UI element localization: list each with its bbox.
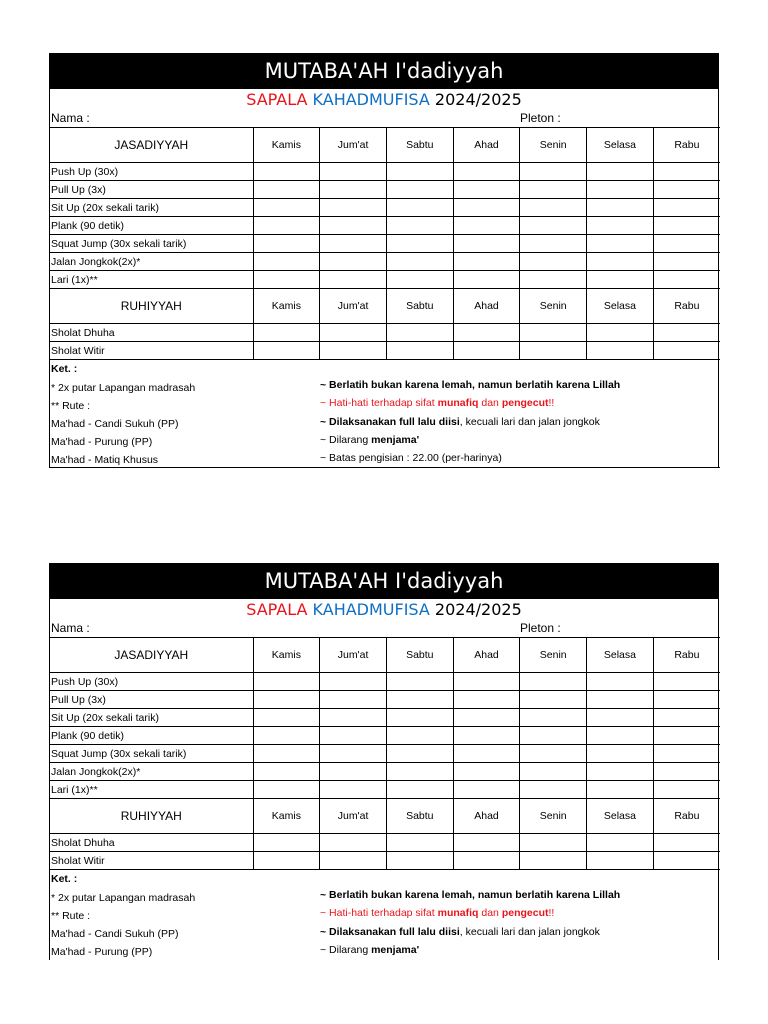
check-cell[interactable] (453, 217, 520, 235)
check-cell[interactable] (253, 253, 320, 271)
check-cell[interactable] (453, 271, 520, 289)
note-fragment: pengecut (501, 907, 549, 919)
check-cell[interactable] (253, 199, 320, 217)
form-subtitle (50, 89, 718, 110)
check-cell[interactable] (320, 235, 387, 253)
check-cell[interactable] (587, 324, 654, 342)
table-row (50, 217, 720, 235)
check-cell[interactable] (253, 709, 320, 727)
ruhiyyah-header-row (50, 799, 720, 834)
table-row (50, 745, 720, 763)
ket-label: Ket. : (51, 363, 78, 375)
check-cell[interactable] (520, 324, 587, 342)
activity-label: Sholat Dhuha (50, 324, 253, 342)
check-cell[interactable] (520, 235, 587, 253)
note-fragment: menjama' (371, 434, 420, 446)
activity-label: Jalan Jongkok(2x)* (50, 763, 253, 781)
day-header: Kamis (253, 638, 320, 673)
check-cell[interactable] (587, 691, 654, 709)
check-cell[interactable] (386, 253, 453, 271)
check-cell[interactable] (587, 342, 654, 360)
day-header: Ahad (453, 638, 520, 673)
activity-label: Sit Up (20x sekali tarik) (50, 199, 253, 217)
name-row (50, 620, 718, 637)
check-cell[interactable] (320, 834, 387, 852)
note-right (320, 926, 600, 938)
check-cell[interactable] (653, 745, 720, 763)
note-fragment: dan (478, 397, 502, 409)
ruhiyyah-header-row (50, 289, 720, 324)
check-cell[interactable] (653, 709, 720, 727)
check-cell[interactable] (587, 763, 654, 781)
table-row (50, 235, 720, 253)
note-right: ~ Batas pengisian : 22.00 (per-harinya) (320, 452, 502, 464)
check-cell[interactable] (587, 727, 654, 745)
check-cell[interactable] (253, 727, 320, 745)
note-fragment: dan (478, 907, 502, 919)
check-cell[interactable] (320, 271, 387, 289)
day-header: Sabtu (386, 128, 453, 163)
check-cell[interactable] (386, 324, 453, 342)
check-cell[interactable] (386, 163, 453, 181)
check-cell[interactable] (520, 781, 587, 799)
day-header: Senin (520, 799, 587, 834)
day-header: Rabu (653, 799, 720, 834)
check-cell[interactable] (520, 217, 587, 235)
check-cell[interactable] (587, 271, 654, 289)
check-cell[interactable] (587, 834, 654, 852)
check-cell[interactable] (386, 235, 453, 253)
table-row (50, 727, 720, 745)
note-fragment: ~ Hati-hati terhadap sifat (320, 397, 438, 409)
note-fragment: , kecuali lari dan jalan jongkok (459, 926, 600, 938)
check-cell[interactable] (587, 217, 654, 235)
nama-label: Nama : (51, 111, 90, 125)
check-cell[interactable] (520, 763, 587, 781)
check-cell[interactable] (653, 342, 720, 360)
check-cell[interactable] (520, 709, 587, 727)
note-left: * 2x putar Lapangan madrasah (51, 892, 196, 904)
check-cell[interactable] (520, 181, 587, 199)
check-cell[interactable] (653, 781, 720, 799)
check-cell[interactable] (386, 763, 453, 781)
form-title: MUTABA'AH I'dadiyyah (49, 563, 719, 599)
note-fragment: munafiq (437, 397, 479, 409)
check-cell[interactable] (253, 745, 320, 763)
check-cell[interactable] (520, 673, 587, 691)
check-cell[interactable] (587, 181, 654, 199)
activity-label: Lari (1x)** (50, 271, 253, 289)
check-cell[interactable] (453, 727, 520, 745)
table-row (50, 181, 720, 199)
check-cell[interactable] (653, 199, 720, 217)
check-cell[interactable] (453, 235, 520, 253)
ruhiyyah-header: RUHIYYAH (50, 799, 253, 834)
check-cell[interactable] (653, 852, 720, 870)
day-header: Kamis (253, 799, 320, 834)
table-row (50, 763, 720, 781)
check-cell[interactable] (320, 727, 387, 745)
activity-label: Plank (90 detik) (50, 217, 253, 235)
table-row (50, 324, 720, 342)
activity-label: Squat Jump (30x sekali tarik) (50, 235, 253, 253)
table-row (50, 199, 720, 217)
activity-label: Plank (90 detik) (50, 727, 253, 745)
check-cell[interactable] (587, 235, 654, 253)
day-header: Jum'at (320, 289, 387, 324)
check-cell[interactable] (453, 673, 520, 691)
notes-section (50, 870, 718, 960)
check-cell[interactable] (653, 324, 720, 342)
note-left: Ma'had - Purung (PP) (51, 436, 153, 448)
nama-label: Nama : (51, 621, 90, 635)
check-cell[interactable] (453, 852, 520, 870)
notes-section (50, 360, 718, 468)
check-cell[interactable] (386, 271, 453, 289)
check-cell[interactable] (587, 781, 654, 799)
note-right (320, 397, 554, 409)
check-cell[interactable] (520, 691, 587, 709)
check-cell[interactable] (253, 181, 320, 199)
subtitle-sapala: SAPALA (246, 600, 308, 619)
note-fragment: ~ Dilarang (320, 944, 372, 956)
check-cell[interactable] (453, 163, 520, 181)
ruhiyyah-header: RUHIYYAH (50, 289, 253, 324)
table-row (50, 691, 720, 709)
note-left: Ma'had - Candi Sukuh (PP) (51, 928, 179, 940)
pleton-label: Pleton : (520, 111, 561, 125)
jasadiyyah-header: JASADIYYAH (50, 128, 253, 163)
name-row (50, 110, 718, 127)
note-left: * 2x putar Lapangan madrasah (51, 382, 196, 394)
check-cell[interactable] (386, 217, 453, 235)
check-cell[interactable] (653, 163, 720, 181)
subtitle-kahadmufisa: KAHADMUFISA (312, 600, 430, 619)
activity-label: Sit Up (20x sekali tarik) (50, 709, 253, 727)
day-header: Selasa (587, 128, 654, 163)
check-cell[interactable] (253, 781, 320, 799)
day-header: Selasa (587, 289, 654, 324)
check-cell[interactable] (453, 199, 520, 217)
check-cell[interactable] (453, 709, 520, 727)
check-cell[interactable] (587, 253, 654, 271)
day-header: Selasa (587, 638, 654, 673)
table-row (50, 342, 720, 360)
note-right: ~ Berlatih bukan karena lemah, namun berlatih karena Lillah (320, 889, 621, 901)
jasadiyyah-header-row (50, 638, 720, 673)
form-sheet (49, 599, 719, 960)
table-row (50, 253, 720, 271)
form-title: MUTABA'AH I'dadiyyah (49, 53, 719, 89)
check-cell[interactable] (386, 834, 453, 852)
check-cell[interactable] (520, 834, 587, 852)
check-cell[interactable] (587, 852, 654, 870)
subtitle-year: 2024/2025 (434, 600, 522, 619)
note-left: ** Rute : (51, 910, 91, 922)
note-fragment: , kecuali lari dan jalan jongkok (459, 416, 600, 428)
note-fragment: ~ Dilaksanakan full lalu diisi (320, 926, 460, 938)
note-right (320, 416, 600, 428)
note-fragment: munafiq (437, 907, 479, 919)
table-row (50, 163, 720, 181)
check-cell[interactable] (520, 727, 587, 745)
check-cell[interactable] (253, 852, 320, 870)
ket-label: Ket. : (51, 873, 78, 885)
check-cell[interactable] (320, 852, 387, 870)
check-cell[interactable] (386, 745, 453, 763)
activity-label: Push Up (30x) (50, 163, 253, 181)
check-cell[interactable] (587, 163, 654, 181)
day-header: Sabtu (386, 799, 453, 834)
note-fragment: pengecut (501, 397, 549, 409)
subtitle-year: 2024/2025 (434, 90, 522, 109)
day-header: Ahad (453, 799, 520, 834)
check-cell[interactable] (453, 342, 520, 360)
check-cell[interactable] (386, 673, 453, 691)
form-bottom-border (50, 467, 720, 468)
note-left: Ma'had - Candi Sukuh (PP) (51, 418, 179, 430)
check-cell[interactable] (453, 181, 520, 199)
activity-label: Pull Up (3x) (50, 181, 253, 199)
activity-label: Jalan Jongkok(2x)* (50, 253, 253, 271)
table-row (50, 271, 720, 289)
check-cell[interactable] (653, 235, 720, 253)
note-fragment: ~ Hati-hati terhadap sifat (320, 907, 438, 919)
day-header: Sabtu (386, 638, 453, 673)
note-right (320, 434, 419, 446)
check-cell[interactable] (320, 342, 387, 360)
check-cell[interactable] (253, 324, 320, 342)
table-row (50, 834, 720, 852)
mutabaah-table (50, 127, 720, 360)
pleton-label: Pleton : (520, 621, 561, 635)
activity-label: Pull Up (3x) (50, 691, 253, 709)
subtitle-sapala: SAPALA (246, 90, 308, 109)
check-cell[interactable] (653, 727, 720, 745)
jasadiyyah-header: JASADIYYAH (50, 638, 253, 673)
note-right (320, 907, 554, 919)
check-cell[interactable] (587, 199, 654, 217)
check-cell[interactable] (520, 163, 587, 181)
day-header: Kamis (253, 128, 320, 163)
note-right (320, 944, 419, 956)
check-cell[interactable] (386, 342, 453, 360)
note-left: Ma'had - Matiq Khusus (51, 454, 159, 466)
check-cell[interactable] (453, 745, 520, 763)
day-header: Selasa (587, 799, 654, 834)
note-left: Ma'had - Purung (PP) (51, 946, 153, 958)
check-cell[interactable] (386, 709, 453, 727)
activity-label: Sholat Witir (50, 852, 253, 870)
check-cell[interactable] (453, 834, 520, 852)
check-cell[interactable] (320, 763, 387, 781)
note-fragment: ~ Dilarang (320, 434, 372, 446)
mutabaah-form-1 (49, 53, 719, 468)
check-cell[interactable] (653, 673, 720, 691)
check-cell[interactable] (520, 745, 587, 763)
check-cell[interactable] (520, 253, 587, 271)
check-cell[interactable] (453, 781, 520, 799)
form-subtitle (50, 599, 718, 620)
day-header: Rabu (653, 289, 720, 324)
day-header: Senin (520, 289, 587, 324)
check-cell[interactable] (653, 217, 720, 235)
check-cell[interactable] (320, 181, 387, 199)
activity-label: Squat Jump (30x sekali tarik) (50, 745, 253, 763)
activity-label: Sholat Witir (50, 342, 253, 360)
check-cell[interactable] (253, 691, 320, 709)
check-cell[interactable] (653, 253, 720, 271)
day-header: Ahad (453, 289, 520, 324)
check-cell[interactable] (587, 673, 654, 691)
day-header: Jum'at (320, 799, 387, 834)
day-header: Sabtu (386, 289, 453, 324)
day-header: Rabu (653, 638, 720, 673)
day-header: Senin (520, 638, 587, 673)
note-fragment: menjama' (371, 944, 420, 956)
day-header: Kamis (253, 289, 320, 324)
day-header: Senin (520, 128, 587, 163)
subtitle-kahadmufisa: KAHADMUFISA (312, 90, 430, 109)
check-cell[interactable] (386, 199, 453, 217)
check-cell[interactable] (453, 691, 520, 709)
check-cell[interactable] (320, 253, 387, 271)
check-cell[interactable] (520, 199, 587, 217)
activity-label: Sholat Dhuha (50, 834, 253, 852)
check-cell[interactable] (386, 727, 453, 745)
day-header: Ahad (453, 128, 520, 163)
table-row (50, 852, 720, 870)
mutabaah-table (50, 637, 720, 870)
check-cell[interactable] (320, 673, 387, 691)
check-cell[interactable] (253, 763, 320, 781)
check-cell[interactable] (453, 324, 520, 342)
note-left: ** Rute : (51, 400, 91, 412)
note-fragment: ~ Dilaksanakan full lalu diisi (320, 416, 460, 428)
check-cell[interactable] (386, 781, 453, 799)
check-cell[interactable] (587, 745, 654, 763)
check-cell[interactable] (253, 163, 320, 181)
check-cell[interactable] (253, 235, 320, 253)
check-cell[interactable] (253, 673, 320, 691)
table-row (50, 673, 720, 691)
check-cell[interactable] (653, 181, 720, 199)
check-cell[interactable] (453, 253, 520, 271)
day-header: Jum'at (320, 638, 387, 673)
check-cell[interactable] (253, 834, 320, 852)
check-cell[interactable] (320, 781, 387, 799)
note-fragment: !! (548, 907, 555, 919)
mutabaah-form-2 (49, 563, 719, 960)
check-cell[interactable] (653, 691, 720, 709)
check-cell[interactable] (320, 324, 387, 342)
check-cell[interactable] (653, 271, 720, 289)
check-cell[interactable] (320, 199, 387, 217)
jasadiyyah-header-row (50, 128, 720, 163)
check-cell[interactable] (520, 342, 587, 360)
activity-label: Push Up (30x) (50, 673, 253, 691)
check-cell[interactable] (320, 217, 387, 235)
day-header: Jum'at (320, 128, 387, 163)
note-fragment: !! (548, 397, 555, 409)
check-cell[interactable] (386, 181, 453, 199)
check-cell[interactable] (653, 834, 720, 852)
day-header: Rabu (653, 128, 720, 163)
check-cell[interactable] (320, 691, 387, 709)
check-cell[interactable] (320, 163, 387, 181)
table-row (50, 709, 720, 727)
check-cell[interactable] (253, 271, 320, 289)
check-cell[interactable] (320, 709, 387, 727)
check-cell[interactable] (587, 709, 654, 727)
check-cell[interactable] (386, 852, 453, 870)
table-row (50, 781, 720, 799)
note-right: ~ Berlatih bukan karena lemah, namun berlatih karena Lillah (320, 379, 621, 391)
form-sheet (49, 89, 719, 468)
check-cell[interactable] (653, 763, 720, 781)
check-cell[interactable] (520, 852, 587, 870)
check-cell[interactable] (320, 745, 387, 763)
check-cell[interactable] (253, 217, 320, 235)
check-cell[interactable] (386, 691, 453, 709)
check-cell[interactable] (453, 763, 520, 781)
activity-label: Lari (1x)** (50, 781, 253, 799)
check-cell[interactable] (520, 271, 587, 289)
check-cell[interactable] (253, 342, 320, 360)
